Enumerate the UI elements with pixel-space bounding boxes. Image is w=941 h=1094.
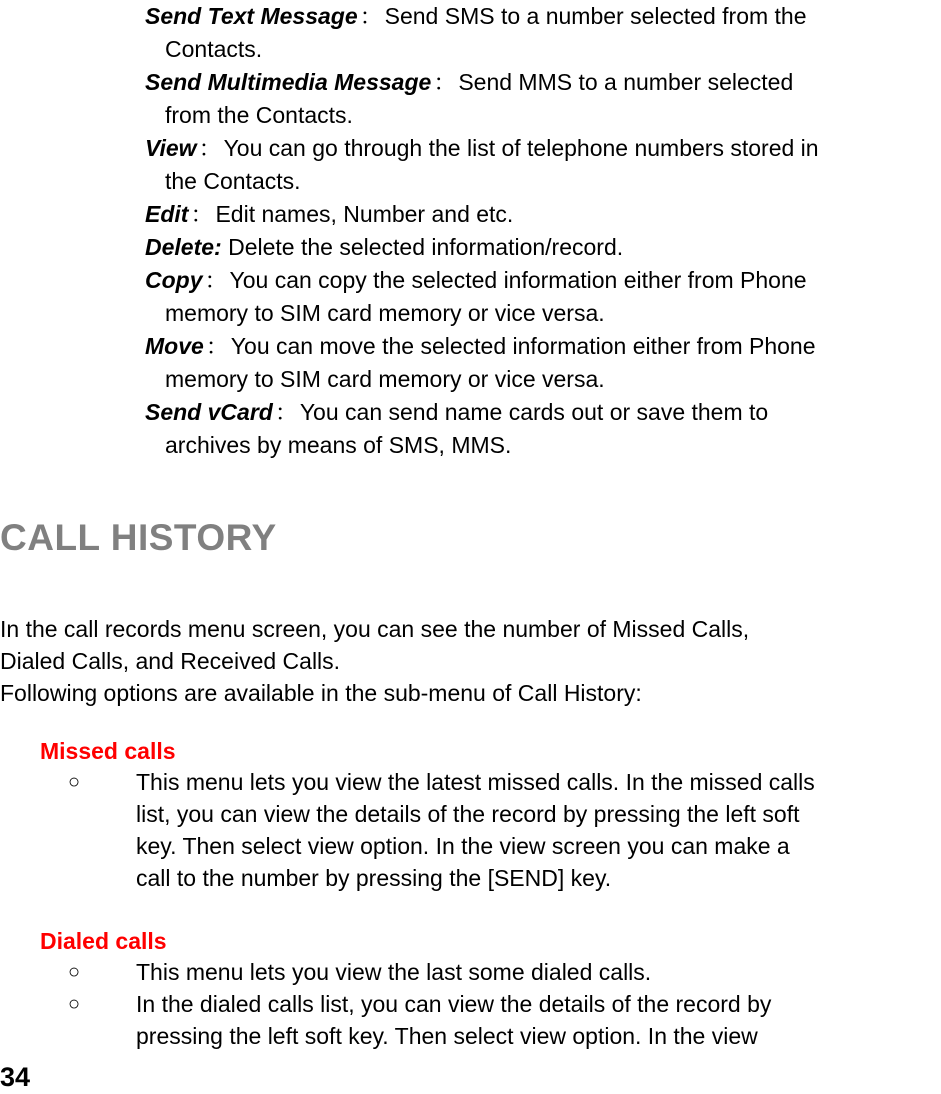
option-edit (145, 198, 941, 231)
option-send-multimedia-message (145, 66, 941, 132)
option-term: Copy (145, 267, 203, 293)
option-term: Send Text Message (145, 3, 358, 29)
bullet-line: key. Then select view option. In the view screen you can make a (136, 833, 790, 859)
bullet-text (136, 766, 941, 894)
option-term: Delete: (145, 234, 222, 260)
option-separator: ： (274, 399, 298, 425)
bullet-line: list, you can view the details of the record by pressing the left soft (136, 801, 800, 827)
option-description: You can go through the list of telephone numbers stored in (223, 135, 819, 161)
bullet-line: In the dialed calls list, you can view the details of the record by (136, 991, 772, 1017)
bullet-line: This menu lets you view the latest missed calls. In the missed calls (136, 769, 815, 795)
intro-line: Following options are available in the sub-menu of Call History: (0, 680, 642, 706)
bullet-line: This menu lets you view the last some dialed calls. (136, 959, 652, 985)
option-term: Send Multimedia Message (145, 69, 432, 95)
option-description: Edit names, Number and etc. (215, 201, 514, 227)
option-separator: ： (190, 201, 214, 227)
option-view (145, 132, 941, 198)
page-number: 34 (0, 1062, 31, 1092)
bullet-line: pressing the left soft key. Then select view option. In the view (136, 1023, 758, 1049)
circle-bullet-icon: ○ (68, 993, 81, 1015)
option-separator: ： (433, 69, 457, 95)
option-separator: ： (204, 267, 228, 293)
option-send-text-message (145, 0, 941, 66)
missed-calls-heading: Missed calls (40, 738, 176, 764)
section-title: CALL HISTORY (0, 517, 277, 558)
option-term: Send vCard (145, 399, 273, 425)
option-delete (145, 231, 941, 264)
option-term: View (145, 135, 197, 161)
option-description-continued: memory to SIM card memory or vice versa. (165, 366, 605, 392)
option-separator: ： (198, 135, 222, 161)
option-description-continued: Contacts. (165, 36, 263, 62)
circle-bullet-icon: ○ (68, 771, 81, 793)
option-description: Send SMS to a number selected from the (384, 3, 807, 29)
option-separator: ： (359, 3, 383, 29)
option-term: Move (145, 333, 204, 359)
option-description: Send MMS to a number selected (458, 69, 794, 95)
option-description: You can send name cards out or save them to (299, 399, 769, 425)
option-separator: ： (205, 333, 229, 359)
bullet-text (136, 988, 941, 1052)
option-description: Delete the selected information/record. (228, 234, 624, 260)
option-move (145, 330, 941, 396)
option-description-continued: from the Contacts. (165, 102, 353, 128)
dialed-calls-heading: Dialed calls (40, 928, 167, 954)
option-term: Edit (145, 201, 189, 227)
option-description-continued: archives by means of SMS, MMS. (165, 432, 512, 458)
circle-bullet-icon: ○ (68, 961, 81, 983)
bullet-text (136, 956, 941, 988)
intro-line: Dialed Calls, and Received Calls. (0, 648, 341, 674)
section-intro (0, 613, 941, 709)
option-description-continued: the Contacts. (165, 168, 301, 194)
option-send-vcard (145, 396, 941, 462)
phonebook-options-list (145, 0, 941, 462)
option-description: You can move the selected information either from Phone (230, 333, 816, 359)
option-description: You can copy the selected information either from Phone (229, 267, 807, 293)
option-description-continued: memory to SIM card memory or vice versa. (165, 300, 605, 326)
bullet-line: call to the number by pressing the [SEND] key. (136, 865, 612, 891)
option-copy (145, 264, 941, 330)
intro-line: In the call records menu screen, you can see the number of Missed Calls, (0, 616, 750, 642)
